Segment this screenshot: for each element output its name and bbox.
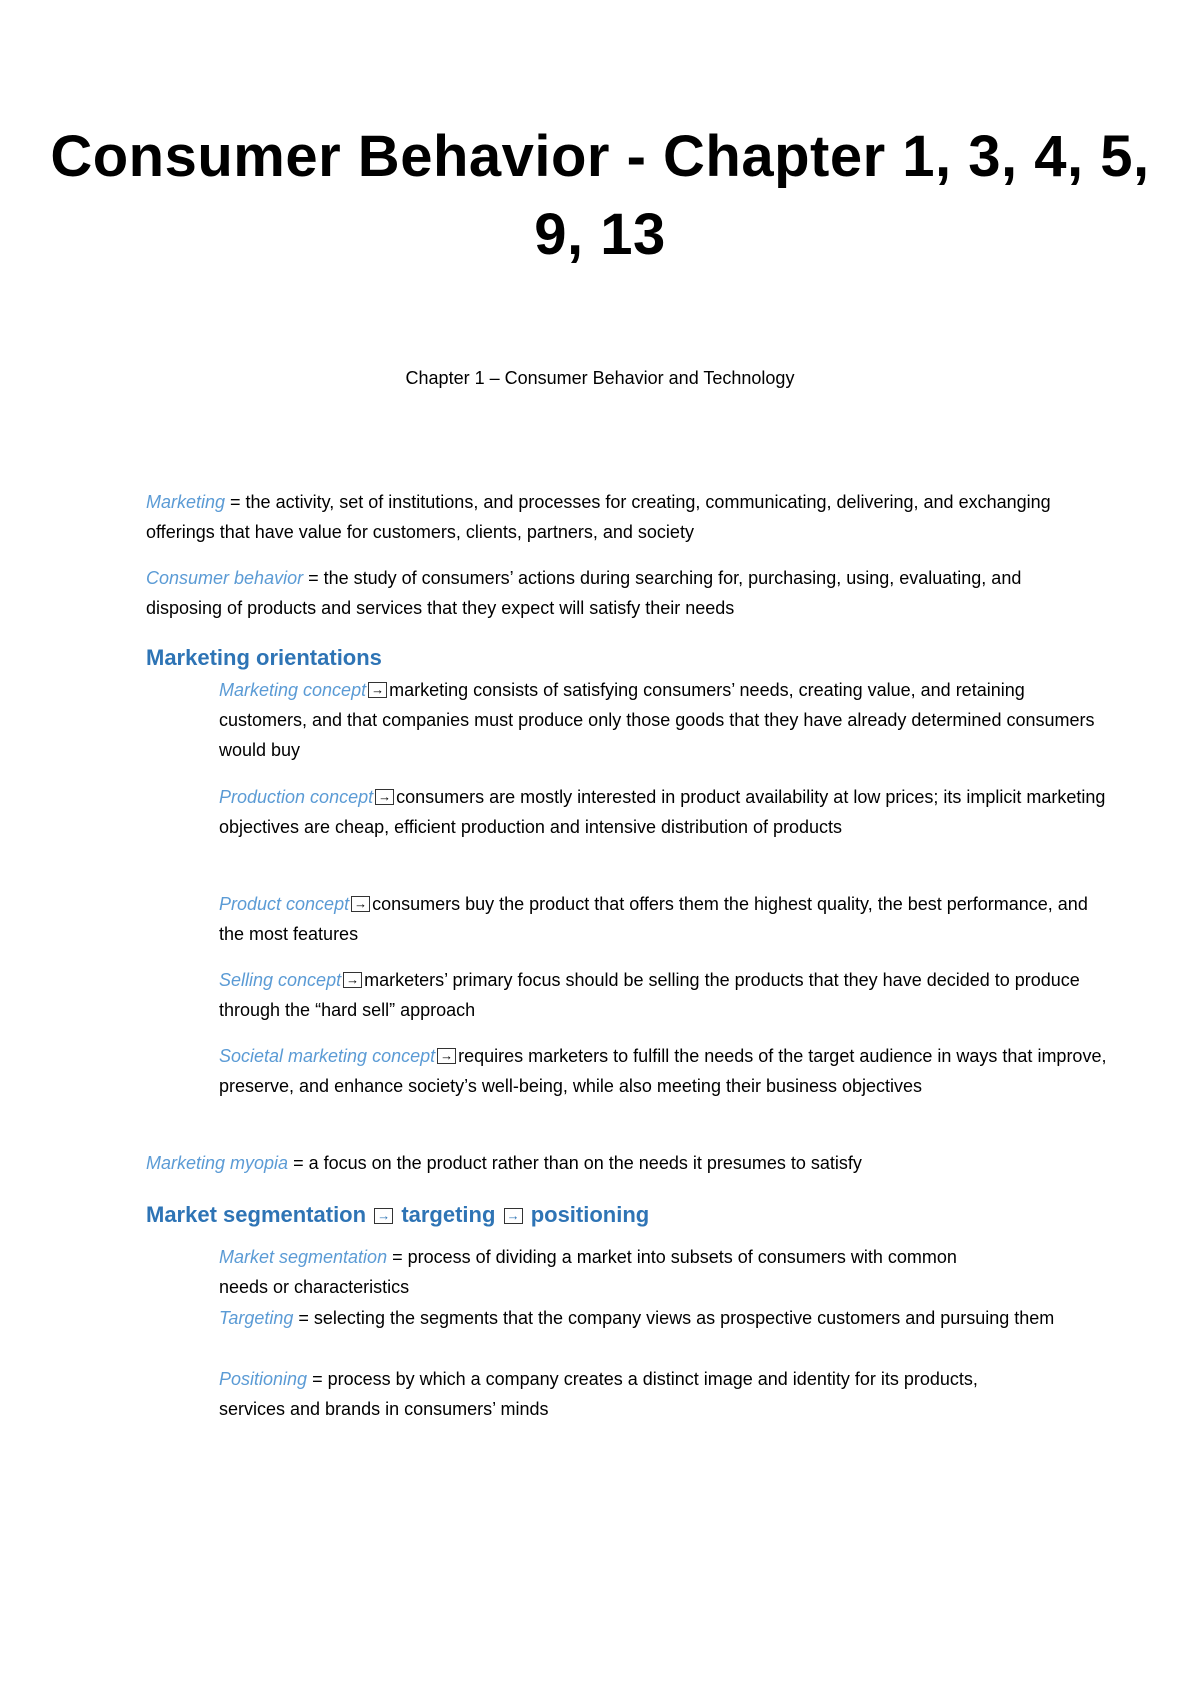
term-label: Selling concept xyxy=(219,970,342,990)
definition-text: requires marketers to fulfill the needs of the target audience in ways that improve, preserve, and enhance society’s well-being, while also meeting their business objectives xyxy=(219,1046,1107,1096)
term-label: Consumer behavior xyxy=(146,568,304,588)
separator: = xyxy=(225,492,246,512)
definition-text: the study of consumers’ actions during searching for, purchasing, using, evaluating, and disposing of products and services that they expect will satisfy their needs xyxy=(146,568,1022,618)
definition-text: marketing consists of satisfying consumers’ needs, creating value, and retaining customers, and that companies must produce only those goods that they have already determined consumers would buy xyxy=(219,680,1095,760)
definition-targeting xyxy=(219,1303,1059,1333)
orientation-product-concept xyxy=(219,889,1109,949)
separator: = xyxy=(307,1369,328,1389)
separator: = xyxy=(293,1308,314,1328)
separator: = xyxy=(303,568,324,588)
heading-part: targeting xyxy=(401,1202,496,1227)
document-title: Consumer Behavior - Chapter 1, 3, 4, 5, 9, 13 xyxy=(50,124,1150,267)
right-arrow-icon: → xyxy=(368,682,387,698)
separator: = xyxy=(288,1153,309,1173)
definition-text: process of dividing a market into subsets of consumers with common needs or characteristics xyxy=(219,1247,957,1297)
definition-text: selecting the segments that the company views as prospective customers and pursuing them xyxy=(313,1308,1055,1328)
term-label: Market segmentation xyxy=(219,1247,388,1267)
term-label: Product concept xyxy=(219,894,350,914)
right-arrow-icon: → xyxy=(343,972,362,988)
definition-text: consumers are mostly interested in product availability at low prices; its implicit marketing objectives are cheap, efficient production and intensive distribution of products xyxy=(219,787,1106,837)
chapter-heading: Chapter 1 – Consumer Behavior and Technology xyxy=(405,368,795,388)
definition-text: the activity, set of institutions, and processes for creating, communicating, delivering, and exchanging offerings that have value for customers, clients, partners, and society xyxy=(146,492,1051,542)
section-heading-marketing-orientations: Marketing orientations xyxy=(146,645,382,670)
right-arrow-icon: → xyxy=(375,789,394,805)
definition-positioning xyxy=(219,1364,1019,1424)
right-arrow-icon: → xyxy=(437,1048,456,1064)
right-arrow-icon: → xyxy=(351,896,370,912)
term-label: Marketing xyxy=(146,492,226,512)
definition-marketing-myopia xyxy=(146,1148,1126,1178)
term-label: Marketing concept xyxy=(219,680,367,700)
definition-text: a focus on the product rather than on the needs it presumes to satisfy xyxy=(308,1153,862,1173)
term-label: Marketing myopia xyxy=(146,1153,289,1173)
orientation-societal-marketing-concept xyxy=(219,1041,1109,1101)
heading-part: positioning xyxy=(530,1202,650,1227)
term-label: Positioning xyxy=(219,1369,308,1389)
separator: = xyxy=(387,1247,408,1267)
orientation-marketing-concept xyxy=(219,675,1109,765)
definition-text: marketers’ primary focus should be selling the products that they have decided to produce through the “hard sell” approach xyxy=(219,970,1080,1020)
orientation-production-concept xyxy=(219,782,1109,842)
definition-text: process by which a company creates a distinct image and identity for its products, services and brands in consumers’ minds xyxy=(219,1369,978,1419)
section-heading-segmentation xyxy=(146,1200,649,1230)
right-arrow-icon: → xyxy=(374,1208,393,1224)
right-arrow-icon: → xyxy=(504,1208,523,1224)
definition-marketing xyxy=(146,487,1086,547)
term-label: Societal marketing concept xyxy=(219,1046,436,1066)
definition-text: consumers buy the product that offers them the highest quality, the best performance, and the most features xyxy=(219,894,1088,944)
orientation-selling-concept xyxy=(219,965,1109,1025)
definition-consumer-behavior xyxy=(146,563,1086,623)
heading-part: Market segmentation xyxy=(146,1202,367,1227)
term-label: Targeting xyxy=(219,1308,294,1328)
term-label: Production concept xyxy=(219,787,374,807)
definition-market-segmentation xyxy=(219,1242,979,1302)
